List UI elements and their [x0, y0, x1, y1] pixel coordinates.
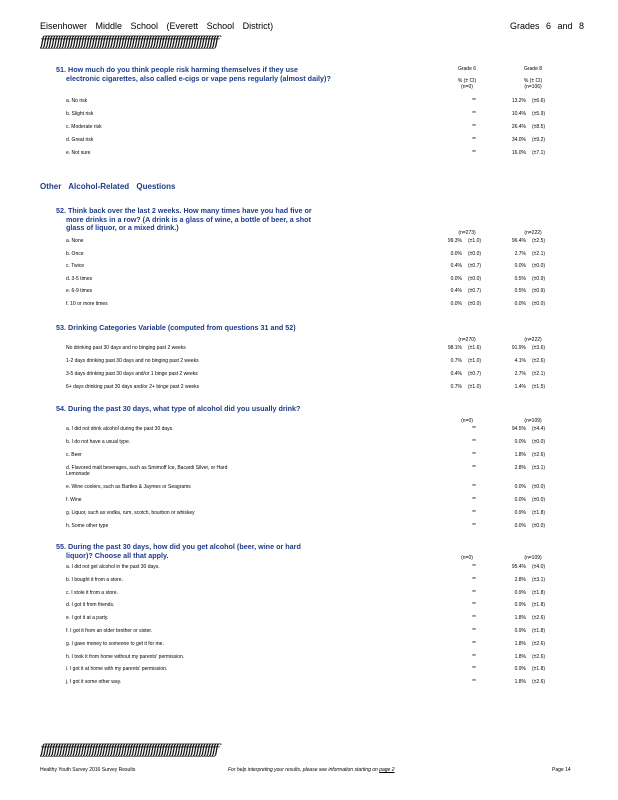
- grade6-value: **: [472, 510, 476, 516]
- grade6-value: 99.3%: [447, 238, 462, 244]
- table-row-label: c. Twice: [66, 263, 84, 269]
- grade8-ci: (±2.6): [532, 358, 546, 364]
- grade6-value: **: [472, 98, 476, 104]
- grade6-value: **: [472, 124, 476, 130]
- grade8-ci: (±6.6): [532, 98, 546, 104]
- grade8-value: 1.8%: [514, 640, 526, 647]
- table-row-label: h. I took it from home without my parents' permission.: [66, 653, 185, 660]
- table-row-label: a. I did not drink alcohol during the past 30 days.: [66, 426, 174, 432]
- grade8-value: 0.0%: [514, 497, 526, 503]
- q54-grade6-n: (n=0): [461, 418, 473, 424]
- grade8-value: 0.9%: [514, 628, 526, 634]
- table-row-label: f. 10 or more times: [66, 300, 108, 307]
- table-row-label: f. I got it from an older brother or sister.: [66, 628, 153, 634]
- table-row-label: 6+ days drinking past 30 days and/or 2+ binge past 2 weeks: [66, 384, 200, 390]
- grade8-ci: (±1.5): [532, 384, 546, 390]
- question-51-text: [56, 66, 331, 83]
- table-row-label: 3-5 days drinking past 30 days and/or 1 binge past 2 weeks: [66, 371, 198, 377]
- table-row-label: h. Some other type: [66, 523, 109, 529]
- question-wording: How much do you think people risk harming themselves if they use electronic cigarettes, also called e-cigs or vape pens regularly (almost daily)?: [66, 65, 331, 83]
- grade8-value: 0.0%: [514, 439, 526, 445]
- grade6-value: **: [472, 564, 476, 570]
- grade8-ci: (±1.8): [532, 602, 546, 609]
- grade8-ci: (±0.0): [532, 263, 546, 269]
- grade8-ci: (±1.8): [532, 666, 546, 673]
- grade8-ci: (±0.9): [532, 275, 546, 282]
- question-53-text: 53. Drinking Categories Variable (computed from questions 31 and 52): [56, 323, 296, 332]
- grade6-value: **: [472, 589, 476, 596]
- table-row-label: b. Once: [66, 250, 84, 257]
- q51-grade8-header: Grade 8 % (± CI) (n=106): [523, 66, 543, 90]
- question-55-text: 55. During the past 30 days, how did you get alcohol (beer, wine or hard liquor)? Choose all that apply.: [56, 542, 301, 560]
- grade6-value: **: [472, 426, 476, 432]
- grade8-ci: (±0.0): [532, 497, 546, 503]
- grade8-value: 94.5%: [511, 426, 526, 432]
- table-row-label: a. I did not get alcohol in the past 30 days.: [66, 564, 160, 570]
- grade8-value: 0.0%: [514, 300, 526, 307]
- q55-grade8-n: (n=109): [524, 555, 542, 561]
- grade6-value: 0.0%: [450, 250, 462, 257]
- grade8-value: 0.9%: [514, 510, 526, 516]
- grade8-value: 0.9%: [514, 602, 526, 609]
- footer-page-link[interactable]: page 2: [379, 767, 395, 773]
- grade6-value: **: [472, 679, 476, 686]
- table-row-label: a. No risk: [66, 98, 88, 104]
- grade6-ci: (±0.0): [468, 250, 482, 257]
- grade6-value: **: [472, 484, 476, 490]
- table-row-label: b. I bought it from a store.: [66, 576, 123, 583]
- grade8-value: 34.0%: [511, 137, 526, 143]
- grade6-value: **: [472, 523, 476, 529]
- q52-grade6-n: (n=273): [458, 230, 476, 236]
- grade6-value: **: [472, 111, 476, 117]
- grade8-ci: (±2.6): [532, 452, 546, 458]
- grade8-ci: (±1.8): [532, 589, 546, 596]
- grade8-ci: (±3.6): [532, 345, 546, 351]
- grade6-ci: (±1.0): [468, 358, 482, 364]
- grade6-ci: (±1.0): [468, 238, 482, 244]
- grade8-ci: (±2.6): [532, 640, 546, 647]
- grade6-value: **: [472, 452, 476, 458]
- grade6-value: 0.0%: [450, 300, 462, 307]
- grade8-value: 10.4%: [511, 111, 526, 117]
- table-row-label: e. I got it at a party.: [66, 615, 109, 622]
- grade8-ci: (±7.1): [532, 150, 546, 156]
- grade8-value: 0.0%: [514, 263, 526, 269]
- grade8-value: 1.8%: [514, 679, 526, 686]
- grade6-value: **: [472, 615, 476, 622]
- grade6-value: **: [472, 137, 476, 143]
- table-row-label: g. Liquor, such as vodka, rum, scotch, bourbon or whiskey: [66, 510, 195, 516]
- grade8-ci: (±2.6): [532, 679, 546, 686]
- grade8-ci: (±2.1): [532, 371, 546, 377]
- grade8-value: 0.0%: [514, 523, 526, 529]
- grade6-value: **: [472, 628, 476, 634]
- table-row-label-continued: Lemonade: [66, 471, 90, 477]
- question-54-text: 54. During the past 30 days, what type of alcohol did you usually drink?: [56, 404, 301, 413]
- grade8-ci: (±0.9): [532, 288, 546, 294]
- q53-grade8-n: (n=222): [524, 337, 542, 343]
- grade8-ci: (±2.6): [532, 615, 546, 622]
- grade6-ci: (±0.7): [468, 263, 482, 269]
- grade6-value: **: [472, 640, 476, 647]
- table-row-label: d. Great risk: [66, 137, 94, 143]
- grade8-ci: (±3.1): [532, 576, 546, 583]
- question-number: 51.: [56, 65, 66, 74]
- grade6-value: 98.1%: [447, 345, 462, 351]
- grade8-value: 4.1%: [514, 358, 526, 364]
- grade8-value: 2.7%: [514, 250, 526, 257]
- grade6-value: **: [472, 653, 476, 660]
- table-row-label: c. Beer: [66, 452, 82, 458]
- grade8-ci: (±2.1): [532, 250, 546, 257]
- table-row-label: i. I got it at home with my parents' permission.: [66, 666, 168, 673]
- grade6-value: **: [472, 439, 476, 445]
- table-row-label: e. 6-9 times: [66, 288, 93, 294]
- grade8-value: 13.2%: [511, 98, 526, 104]
- document-header-right: Grades 6 and 8: [510, 21, 585, 31]
- grade8-ci: (±0.0): [532, 484, 546, 490]
- grade8-ci: (±1.8): [532, 628, 546, 634]
- grade6-ci: (±1.6): [468, 345, 482, 351]
- table-row-label: d. 3-5 times: [66, 275, 93, 282]
- q53-grade6-n: (n=270): [458, 337, 476, 343]
- grade8-value: 0.5%: [514, 288, 526, 294]
- table-row-label: c. I stole it from a store.: [66, 589, 118, 596]
- table-row-label: e. Not sure: [66, 150, 91, 156]
- grade8-ci: (±4.4): [532, 426, 546, 432]
- grade8-value: 1.8%: [514, 615, 526, 622]
- grade8-value: 2.7%: [514, 371, 526, 377]
- grade8-ci: (±5.9): [532, 111, 546, 117]
- grade8-ci: (±0.0): [532, 300, 546, 307]
- grade8-ci: (±2.5): [532, 238, 546, 244]
- grade8-value: 16.0%: [511, 150, 526, 156]
- table-row-label: No drinking past 30 days and no binging past 2 weeks: [66, 345, 186, 351]
- q54-grade8-n: (n=109): [524, 418, 542, 424]
- grade6-value: 0.7%: [450, 384, 462, 390]
- grade8-ci: (±0.0): [532, 439, 546, 445]
- header-rule: ƒƒƒƒƒƒƒƒƒƒƒƒƒƒƒƒƒƒƒƒƒƒƒƒƒƒƒƒƒƒƒƒƒƒƒƒƒƒƒƒƒƒƒƒƒƒƒƒƒƒƒƒƒƒƒƒƒƒƒƒƒƒƒƒƒƒ: [40, 34, 217, 50]
- grade6-ci: (±0.0): [468, 300, 482, 307]
- grade6-value: **: [472, 666, 476, 673]
- grade8-value: 1.8%: [514, 653, 526, 660]
- table-row-label: d. I got it from friends.: [66, 602, 115, 609]
- footer-page-number: Page 14: [552, 767, 571, 773]
- grade6-ci: (±1.0): [468, 384, 482, 390]
- table-row-label: d. Flavored malt beverages, such as Smirnoff Ice, Bacardi Silver, or Hard: [66, 465, 228, 471]
- q51-grade6-header: Grade 6 % (± CI) (n=0): [457, 66, 477, 90]
- grade8-value: 2.8%: [514, 465, 526, 471]
- grade6-value: **: [472, 465, 476, 471]
- grade6-value: **: [472, 602, 476, 609]
- grade8-ci: (±2.6): [532, 653, 546, 660]
- table-row-label: 1-2 days drinking past 30 days and no binging past 2 weeks: [66, 358, 199, 364]
- grade6-value: 0.4%: [450, 371, 462, 377]
- table-row-label: g. I gave money to someone to get it for me.: [66, 640, 164, 647]
- grade6-ci: (±0.7): [468, 371, 482, 377]
- grade8-ci: (±1.8): [532, 510, 546, 516]
- question-52-text: 52. Think back over the last 2 weeks. How many times have you had five or more drinks in a row? (A drink is a glass of wine, a bottle of beer, a shot glass of liquor, or a mixed drink.): [56, 206, 312, 232]
- q55-grade6-n: (n=0): [461, 555, 473, 561]
- footer-rule: ƒƒƒƒƒƒƒƒƒƒƒƒƒƒƒƒƒƒƒƒƒƒƒƒƒƒƒƒƒƒƒƒƒƒƒƒƒƒƒƒƒƒƒƒƒƒƒƒƒƒƒƒƒƒƒƒƒƒƒƒƒƒƒƒƒƒ: [40, 742, 217, 758]
- table-row-label: e. Wine coolers, such as Bartles & Jaymes or Seagrams: [66, 484, 191, 490]
- grade8-value: 91.9%: [511, 345, 526, 351]
- table-row-label: b. I do not have a usual type.: [66, 439, 131, 445]
- grade8-value: 0.9%: [514, 666, 526, 673]
- table-row-label: f. Wine: [66, 497, 82, 503]
- q52-grade8-n: (n=222): [524, 230, 542, 236]
- question-53: [56, 324, 456, 333]
- grade8-ci: (±8.5): [532, 124, 546, 130]
- grade6-value: 0.0%: [450, 275, 462, 282]
- grade6-value: **: [472, 150, 476, 156]
- grade6-ci: (±0.0): [468, 275, 482, 282]
- grade6-value: **: [472, 576, 476, 583]
- grade8-ci: (±9.2): [532, 137, 546, 143]
- grade8-ci: (±0.0): [532, 523, 546, 529]
- grade8-ci: (±3.1): [532, 465, 546, 471]
- footer-left: Healthy Youth Survey 2016 Survey Results: [40, 767, 136, 773]
- grade6-value: **: [472, 497, 476, 503]
- grade8-value: 26.4%: [511, 124, 526, 130]
- grade8-value: 0.5%: [514, 275, 526, 282]
- grade8-value: 1.4%: [514, 384, 526, 390]
- question-55: [56, 543, 456, 560]
- question-52: [56, 207, 456, 233]
- grade8-value: 96.4%: [511, 238, 526, 244]
- table-row-label: c. Moderate risk: [66, 124, 102, 130]
- table-row-label: a. None: [66, 238, 84, 244]
- grade8-value: 1.8%: [514, 452, 526, 458]
- grade6-value: 0.4%: [450, 288, 462, 294]
- table-row-label: j. I got it some other way.: [66, 679, 122, 686]
- grade8-value: 95.4%: [511, 564, 526, 570]
- grade6-ci: (±0.7): [468, 288, 482, 294]
- section-title: Other Alcohol-Related Questions: [40, 182, 176, 191]
- footer-help: For help interpreting your results, please see information starting on page 2: [228, 767, 395, 773]
- table-row-label: b. Slight risk: [66, 111, 94, 117]
- grade8-value: 0.0%: [514, 484, 526, 490]
- question-51: [56, 66, 456, 83]
- document-header-left: Eisenhower Middle School (Everett School District): [40, 21, 274, 31]
- grade8-value: 2.8%: [514, 576, 526, 583]
- grade8-ci: (±4.0): [532, 564, 546, 570]
- grade8-value: 0.9%: [514, 589, 526, 596]
- grade6-value: 0.7%: [450, 358, 462, 364]
- grade6-value: 0.4%: [450, 263, 462, 269]
- question-54: [56, 405, 456, 414]
